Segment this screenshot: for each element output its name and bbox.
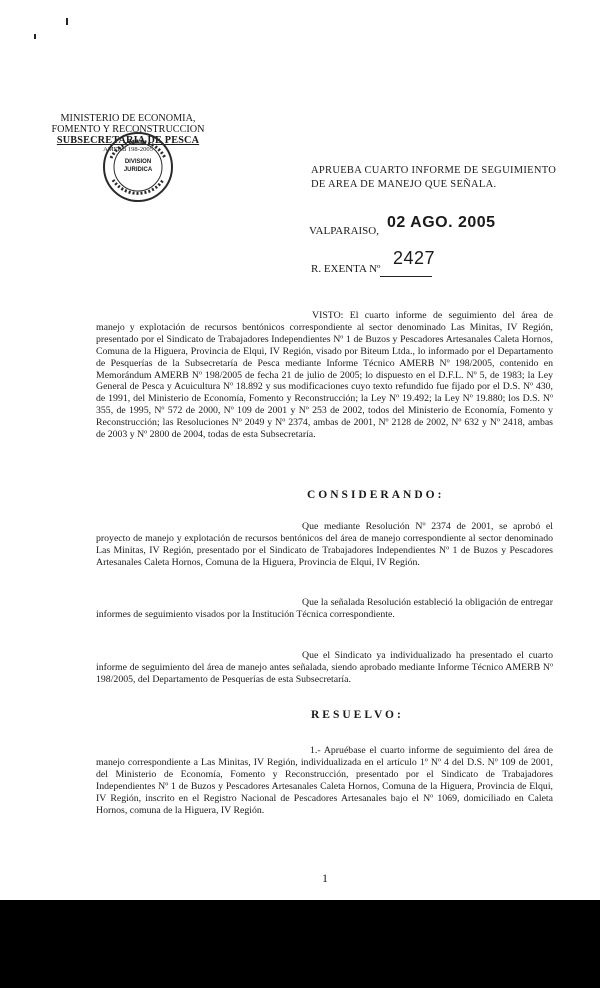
considerando-paragraph-2: Que la señalada Resolución estableció la obligación de entregar informes de seguimiento visados por la Institución Técnica correspondiente. xyxy=(96,597,553,620)
considerando-heading: CONSIDERANDO: xyxy=(307,489,445,501)
ministry-line-2: FOMENTO Y RECONSTRUCCION xyxy=(51,124,205,135)
resolution-number: 2427 xyxy=(393,248,436,268)
seal-line-1: DIVISION xyxy=(124,159,152,165)
stamped-date: 02 AGO. 2005 xyxy=(387,214,496,231)
number-underline xyxy=(380,276,432,277)
resolution-subject xyxy=(311,164,561,192)
ministry-line-3: SUBSECRETARIA DE PESCA xyxy=(56,135,200,146)
resuelvo-paragraph-1: 1.- Apruébase el cuarto informe de seguimiento del área de manejo correspondiente a Las Minitas, IV Región, individualizada en el artículo 1º Nº 4 del D.S. Nº 109 de 2001, del Ministerio de Economía, Fomento y Reconstrucción, presentado por el Sindicato de Trabajadores Independientes Nº 1 de Buzos y Pescadores Artesanales Caleta Hornos, Comuna de la Higuera, Provincia de Elqui, IV Región, inscrito en el Registro Nacional de Pescadores Artesanales bajo el Nº 1069, domiciliado en Caleta Hornos, comuna de la Higuera, IV Región. xyxy=(96,745,553,816)
date-place: VALPARAISO, xyxy=(309,225,379,237)
subject-line-1: APRUEBA CUARTO INFORME DE SEGUIMIENTO xyxy=(311,165,557,176)
page-number: 1 xyxy=(322,871,328,885)
ministry-line-4: AMERB 198-2005 xyxy=(103,146,153,153)
scan-mark xyxy=(66,18,68,25)
ministry-line-1: MINISTERIO DE ECONOMIA, xyxy=(60,113,196,124)
considerando-paragraph-3: Que el Sindicato ya individualizado ha presentado el cuarto informe de seguimiento del área de manejo antes señalada, siendo aprobado mediante Informe Técnico AMERB Nº 198/2005, del Departamento de Pesquerías de esta Subsecretaría. xyxy=(96,650,553,685)
resuelvo-heading: RESUELVO: xyxy=(311,709,404,721)
scan-bottom-border xyxy=(0,900,600,988)
scan-mark xyxy=(34,34,36,39)
seal-line-2: JURIDICA xyxy=(123,167,153,173)
considerando-paragraph-1: Que mediante Resolución Nº 2374 de 2001, se aprobó el proyecto de manejo y explotación de recursos bentónicos del área de manejo correspondiente al sector denominado Las Minitas, IV Región, presentado por el Sindicato de Trabajadores Independientes Nº 1 de Buzos y Pescadores Artesanales Caleta Hornos, Comuna de la Higuera, Provincia de Elqui, IV Región. xyxy=(96,521,553,568)
visto-paragraph: VISTO: El cuarto informe de seguimiento del área de manejo y explotación de recursos bentónicos correspondiente al sector denominado Las Minitas, IV Región, presentado por el Sindicato de Trabajadores Independientes Nº 1 de Buzos y Pescadores Artesanales Caleta Hornos, Comuna de la Higuera, Provincia de Elqui, IV Región, visado por Biteum Ltda., lo informado por el Departamento de Pesquerías de la Subsecretaría de Pesca mediante Informe Técnico AMERB Nº 198/2005, contenido en Memorándum AMERB Nº 198/2005 de fecha 21 de julio de 2005; lo dispuesto en el D.F.L. Nº 5, de 1983; la Ley General de Pesca y Acuicultura Nº 18.892 y sus modificaciones cuyo texto refundido fue fijado por el D.S. Nº 430, de 1991, del Ministerio de Economía, Fomento y Reconstrucción; la Ley Nº 19.492; la Ley Nº 19.880; los D.S. Nº 355, de 1995, Nº 572 de 2000, Nº 109 de 2001 y Nº 253 de 2002, todos del Ministerio de Economía, Fomento y Reconstrucción; las Resoluciones Nº 2049 y Nº 2374, ambas de 2001, Nº 2128 de 2002, Nº 632 y Nº 2418, ambas de 2003 y Nº 2800 de 2004, todas de esta Subsecretaría. xyxy=(96,310,553,441)
resolution-label: R. EXENTA Nº xyxy=(311,263,381,275)
subject-line-2: DE AREA DE MANEJO QUE SEÑALA. xyxy=(311,179,497,190)
